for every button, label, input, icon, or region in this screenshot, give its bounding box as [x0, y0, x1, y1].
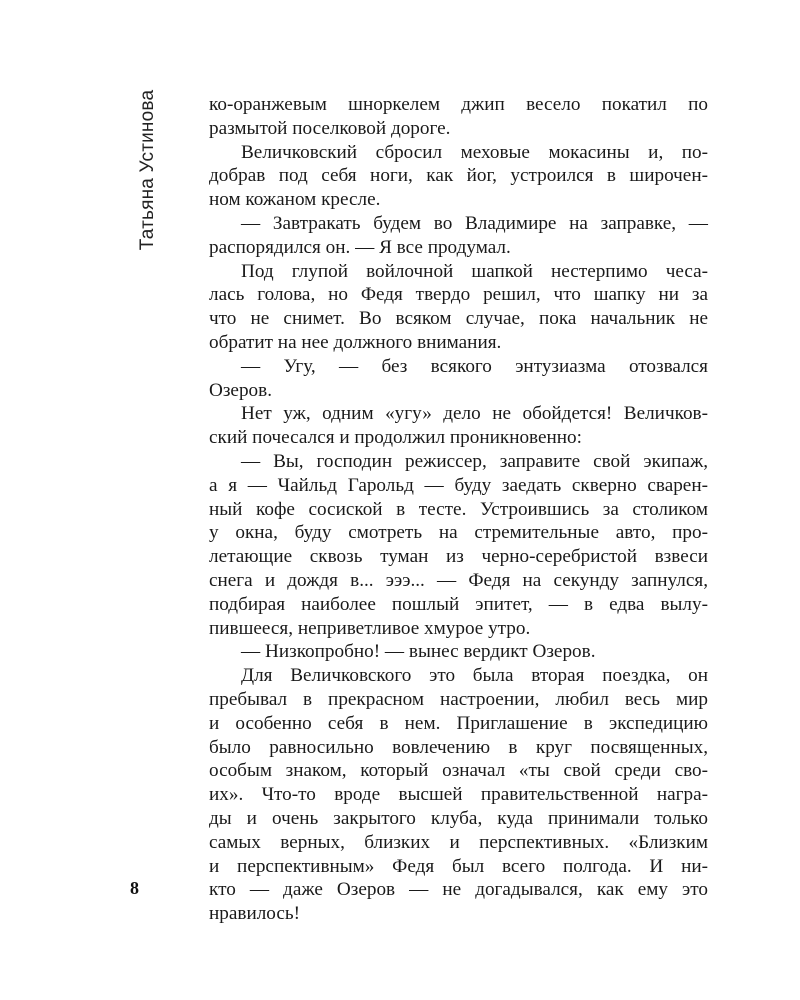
text-line: Нет уж, одним «угу» дело не обойдется! Величков- [241, 403, 708, 425]
text-line: — Завтракать будем во Владимире на заправке, — [241, 212, 708, 234]
text-line: пребывал в прекрасном настроении, любил весь мир [209, 688, 708, 710]
text-line: и перспективным» Федя был всего полгода. И ни- [209, 855, 708, 877]
text-line: Озеров. [209, 379, 272, 401]
text-line: кто — даже Озеров — не догадывался, как ему это [209, 879, 708, 901]
text-line: особым знаком, который означал «ты свой среди сво- [209, 760, 708, 782]
page-number: 8 [130, 878, 139, 898]
text-line: размытой поселковой дороге. [209, 117, 451, 139]
running-head: Татьяна Устинова [137, 89, 158, 251]
text-line: их». Что-то вроде высшей правительственной награ- [209, 784, 708, 806]
text-line: Под глупой войлочной шапкой нестерпимо чеса- [241, 260, 708, 282]
text-line: Для Величковского это была вторая поездка, он [241, 665, 708, 687]
text-line: ном кожаном кресле. [209, 189, 381, 211]
text-line: Величковский сбросил меховые мокасины и, по- [241, 141, 708, 163]
text-line: ды и очень закрытого клуба, куда принимали только [209, 807, 708, 829]
text-line: и особенно себя в нем. Приглашение в экспедицию [209, 712, 708, 734]
text-line: что не снимет. Во всяком случае, пока начальник не [209, 308, 708, 330]
text-line: распорядился он. — Я все продумал. [209, 236, 511, 258]
text-line: — Низкопробно! — вынес вердикт Озеров. [241, 641, 596, 663]
text-line: нравилось! [209, 903, 301, 925]
text-line: а я — Чайльд Гарольд — буду заедать скверно сварен- [209, 474, 708, 496]
text-line: ный кофе сосиской в тесте. Устроившись за столиком [209, 498, 708, 520]
text-line: — Вы, господин режиссер, заправите свой экипаж, [241, 450, 708, 472]
text-line: снега и дождя в... эээ... — Федя на секунду запнулся, [209, 569, 708, 591]
text-line: добрав под себя ноги, как йог, устроился в широчен- [209, 165, 708, 187]
text-line: пившееся, неприветливое хмурое утро. [209, 617, 531, 639]
text-line: подбирая наиболее пошлый эпитет, — в едва вылу- [209, 593, 708, 615]
text-line: обратит на нее должного внимания. [209, 331, 502, 353]
text-line: ский почесался и продолжил проникновенно: [209, 427, 582, 449]
text-line: лась голова, но Федя твердо решил, что шапку ни за [209, 284, 708, 306]
text-line: ко-оранжевым шноркелем джип весело покатил по [209, 94, 708, 115]
body-text [209, 93, 708, 926]
text-line: было равносильно вовлечению в круг посвященных, [209, 736, 708, 758]
text-line: летающие сквозь туман из черно-серебристой взвеси [209, 546, 708, 568]
text-line: самых верных, близких и перспективных. «Близким [209, 831, 708, 853]
text-line: — Угу, — без всякого энтузиазма отозвался [241, 355, 708, 377]
text-line: у окна, буду смотреть на стремительные авто, про- [209, 522, 708, 544]
